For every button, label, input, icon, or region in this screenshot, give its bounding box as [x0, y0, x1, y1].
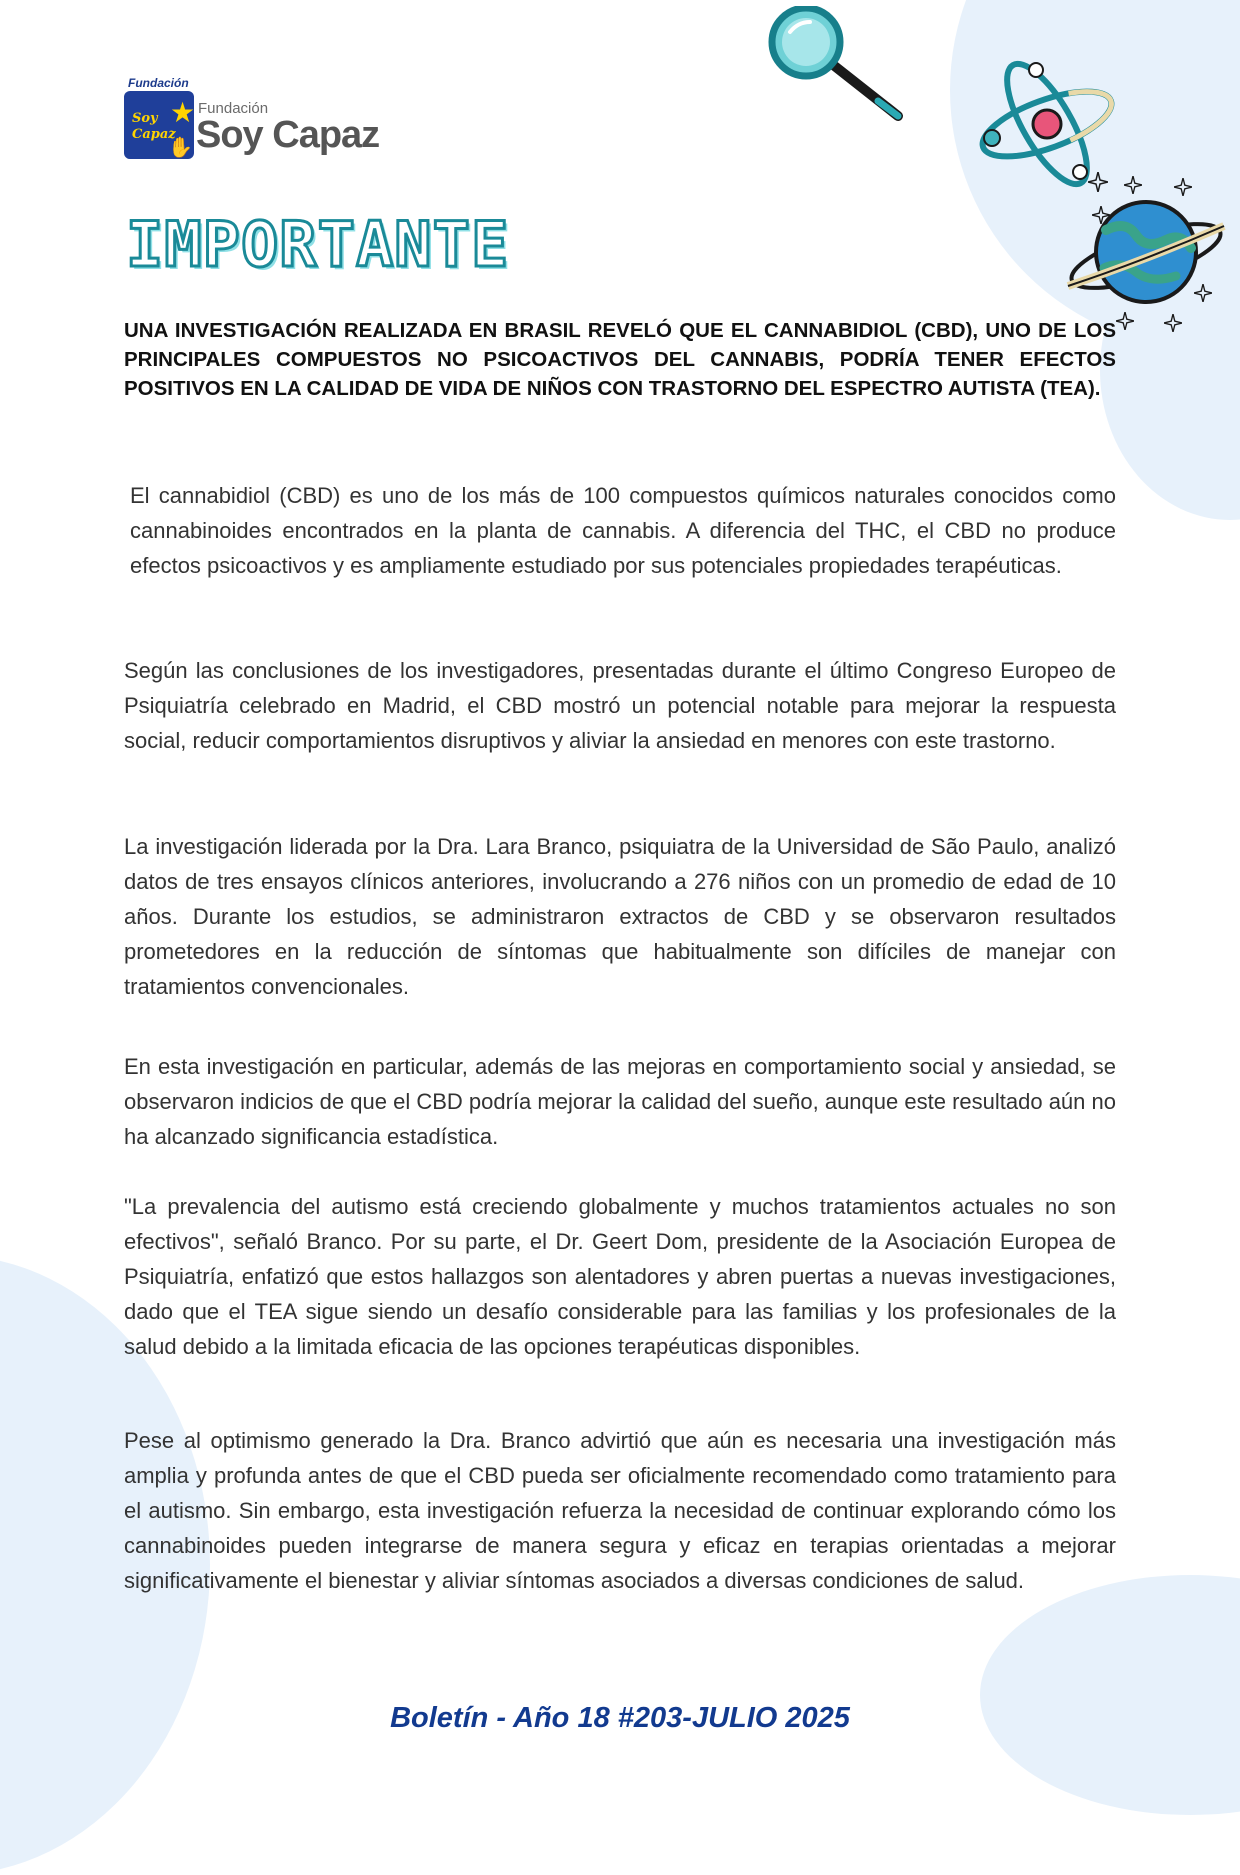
sparkle-icon [1116, 312, 1134, 330]
body-paragraph: Según las conclusiones de los investigadores, presentadas durante el último Congreso Europeo de Psiquiatría celebrado en Madrid, el CBD mostró un potencial notable para mejorar la respuesta social, reducir comportamientos disruptivos y aliviar la ansiedad en menores con este trastorno. [124, 658, 1116, 753]
body-paragraph: Pese al optimismo generado la Dra. Branco advirtió que aún es necesaria una investigación más amplia y profunda antes de que el CBD pueda ser oficialmente recomendado como tratamiento para el autismo. Sin embargo, esta investigación refuerza la necesidad de continuar explorando cómo los cannabinoides pueden integrarse de manera segura y eficaz en terapias orientadas a mejorar significativamente el bienestar y aliviar síntomas asociados a diversas condiciones de salud. [124, 1428, 1116, 1593]
logo-name: Soy Capaz [196, 114, 380, 156]
body-paragraph: La investigación liderada por la Dra. Lara Branco, psiquiatra de la Universidad de São Paulo, analizó datos de tres ensayos clínicos anteriores, involucrando a 276 niños con un promedio de edad de 10 años. Durante los estudios, se administraron extractos de CBD y se observaron resultados prometedores en la reducción de síntomas que habitualmente son difíciles de manejar con tratamientos convencionales. [124, 834, 1116, 999]
logo-fundacion: Fundación [198, 100, 269, 117]
sparkle-icon [1164, 314, 1182, 332]
body-paragraph: El cannabidiol (CBD) es uno de los más de 100 compuestos químicos naturales conocidos como cannabinoides encontrados en la planta de cannabis. A diferencia del THC, el CBD no produce efectos psicoactivos y es ampliamente estudiado por sus potenciales propiedades terapéuticas. [130, 483, 1116, 578]
sparkle-icon [1174, 178, 1192, 196]
hand-icon: ✋ [168, 137, 193, 159]
footer-bulletin: Boletín - Año 18 #203-JULIO 2025 [390, 1702, 850, 1734]
sparkle-icon [1124, 176, 1142, 194]
logo-badge [124, 91, 194, 159]
star-icon: ★ [170, 97, 196, 128]
sparkle-icon [1088, 172, 1108, 192]
lead-paragraph: UNA INVESTIGACIÓN REALIZADA EN BRASIL REVELÓ QUE EL CANNABIDIOL (CBD), UNO DE LOS PRINCIPALES COMPUESTOS NO PSICOACTIVOS DEL CANNABIS, PODRÍA TENER EFECTOS POSITIVOS EN LA CALIDAD DE VIDA DE NIÑOS CON TRASTORNO DEL ESPECTRO AUTISTA (TEA). [124, 319, 1116, 400]
sparkle-icon [1092, 206, 1110, 224]
page-title: IMPORTANTE [126, 208, 510, 281]
logo-small-text: Fundación [128, 76, 189, 90]
body-paragraph: En esta investigación en particular, además de las mejoras en comportamiento social y ansiedad, se observaron indicios de que el CBD podría mejorar la calidad del sueño, aunque este resultado aún no ha alcanzado significancia estadística. [124, 1054, 1116, 1149]
sparkle-icon [1194, 284, 1212, 302]
body-paragraph: "La prevalencia del autismo está creciendo globalmente y muchos tratamientos actuales no son efectivos", señaló Branco. Por su parte, el Dr. Geert Dom, presidente de la Asociación Europea de Psiquiatría, enfatizó que estos hallazgos son alentadores y abren puertas a nuevas investigaciones, dado que el TEA sigue siendo un desafío considerable para las familias y los profesionales de la salud debido a la limitada eficacia de las opciones terapéuticas disponibles. [124, 1194, 1116, 1359]
background-blob-bottom-right [980, 1575, 1240, 1815]
logo [124, 76, 404, 162]
logo-badge-text: Soy Capaz [132, 111, 176, 142]
magnifying-glass-icon [760, 6, 910, 126]
